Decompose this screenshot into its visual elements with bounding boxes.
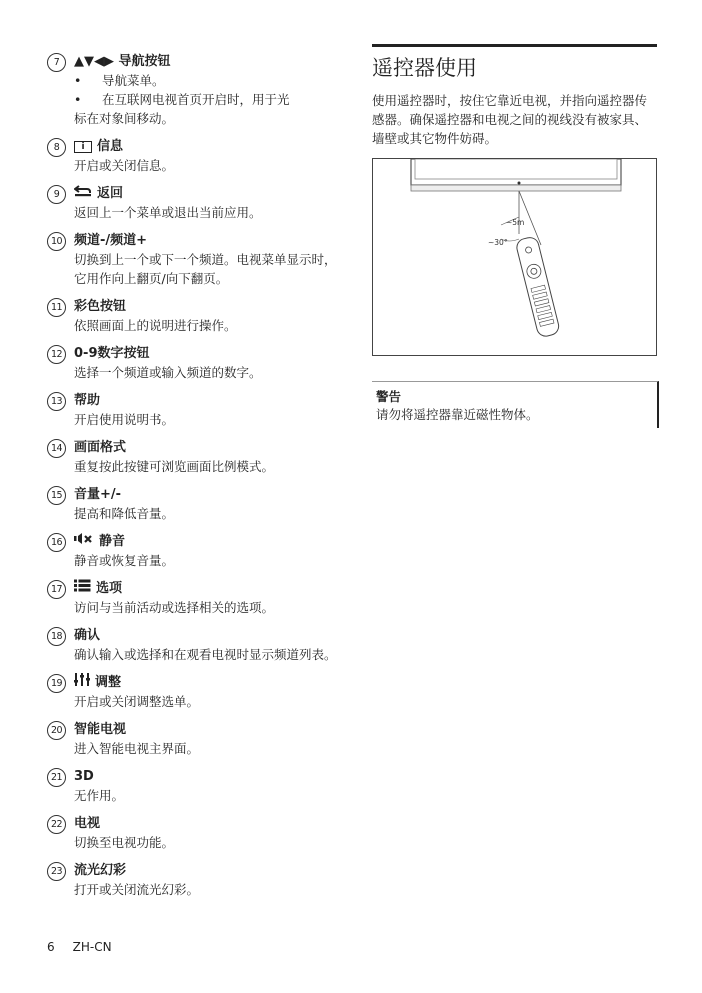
warning-title: 警告 — [376, 389, 402, 404]
item-number: 14 — [47, 439, 66, 458]
list-item — [47, 720, 347, 758]
mute-icon — [74, 532, 94, 551]
item-desc: 依照画面上的说明进行操作。 — [74, 318, 237, 333]
item-desc: 打开或关闭流光幻彩。 — [74, 882, 200, 897]
tv-screen — [415, 159, 617, 179]
item-title: 信息 — [97, 139, 124, 154]
item-number: 11 — [47, 298, 66, 317]
list-item — [47, 231, 347, 288]
item-desc: 静音或恢复音量。 — [74, 553, 175, 568]
item-desc: 提高和降低音量。 — [74, 506, 175, 521]
item-desc: 选择一个频道或输入频道的数字。 — [74, 365, 262, 380]
distance-label: ~5m — [506, 218, 525, 227]
bullet-text: 在互联网电视首页开启时，用于光 — [102, 92, 290, 107]
item-desc: 返回上一个菜单或退出当前应用。 — [74, 205, 262, 220]
item-number: 19 — [47, 674, 66, 693]
list-item — [47, 137, 347, 175]
item-title: 帮助 — [74, 393, 101, 408]
item-number: 23 — [47, 862, 66, 881]
list-item — [47, 391, 347, 429]
item-desc: 标在对象间移动。 — [74, 111, 175, 126]
item-desc: 开启或关闭调整选单。 — [74, 694, 200, 709]
item-number: 13 — [47, 392, 66, 411]
tv-remote-illustration — [373, 159, 656, 355]
back-icon — [74, 184, 92, 203]
item-number: 10 — [47, 232, 66, 251]
list-item — [47, 673, 347, 711]
list-item — [47, 485, 347, 523]
item-number: 8 — [47, 138, 66, 157]
item-number: 18 — [47, 627, 66, 646]
item-desc: 确认输入或选择和在观看电视时显示频道列表。 — [74, 647, 337, 662]
angle-label: ~30° — [488, 238, 508, 247]
item-title: 流光幻彩 — [74, 863, 127, 878]
item-number: 12 — [47, 345, 66, 364]
item-desc: 访问与当前活动或选择相关的选项。 — [74, 600, 275, 615]
item-title: 调整 — [95, 675, 122, 690]
item-desc: 切换至电视功能。 — [74, 835, 175, 850]
adjust-icon — [74, 673, 90, 692]
ir-sensor — [518, 182, 521, 185]
list-item — [47, 861, 347, 899]
item-title: 彩色按钮 — [74, 299, 127, 314]
item-title: 电视 — [74, 816, 101, 831]
list-item — [47, 344, 347, 382]
remote-diagram — [372, 158, 657, 356]
item-number: 22 — [47, 815, 66, 834]
item-title: 3D — [74, 769, 94, 784]
remote-control — [515, 236, 561, 338]
item-title: 音量+/- — [74, 487, 122, 502]
item-desc: 开启或关闭信息。 — [74, 158, 175, 173]
item-title: 画面格式 — [74, 440, 127, 455]
remote-buttons-list — [47, 52, 347, 908]
list-item — [47, 626, 347, 664]
item-title: 频道-/频道+ — [74, 233, 148, 248]
warning-text: 请勿将遥控器靠近磁性物体。 — [376, 407, 539, 422]
item-desc: 开启使用说明书。 — [74, 412, 175, 427]
item-desc: 切换到上一个或下一个频道。电视菜单显示时，它用作向上翻页/向下翻页。 — [74, 252, 337, 286]
section-title: 遥控器使用 — [372, 56, 477, 80]
item-number: 9 — [47, 185, 66, 204]
item-desc: 无作用。 — [74, 788, 125, 803]
list-item — [47, 767, 347, 805]
bullet-text: 导航菜单。 — [102, 73, 165, 88]
remote-usage-section — [372, 44, 657, 428]
list-item — [47, 438, 347, 476]
item-number: 17 — [47, 580, 66, 599]
item-title: 智能电视 — [74, 722, 127, 737]
list-icon — [74, 579, 91, 598]
item-title: 选项 — [96, 581, 123, 596]
section-text: 使用遥控器时，按住它靠近电视，并指向遥控器传感器。确保遥控器和电视之间的视线没有被家具、墙壁或其它物件妨碍。 — [372, 93, 648, 146]
list-item — [47, 579, 347, 617]
item-title: 0-9数字按钮 — [74, 346, 150, 361]
list-item — [47, 532, 347, 570]
tv-stand — [411, 185, 621, 191]
item-title: 确认 — [74, 628, 101, 643]
item-title: ▲▼◀▶ 导航按钮 — [74, 54, 171, 69]
info-icon: i — [74, 141, 92, 153]
item-title: 静音 — [99, 534, 126, 549]
list-item — [47, 814, 347, 852]
page-number: 6 — [47, 940, 55, 954]
list-item — [47, 184, 347, 222]
item-title: 返回 — [97, 186, 124, 201]
language-code: ZH-CN — [72, 940, 112, 954]
item-number: 7 — [47, 53, 66, 72]
list-item: 7 ▲▼◀▶ 导航按钮 • 导航菜单。 • 在互联网电视首页开启时，用于光 标在对象间移动。 — [47, 52, 347, 128]
item-number: 20 — [47, 721, 66, 740]
item-number: 16 — [47, 533, 66, 552]
item-desc: 进入智能电视主界面。 — [74, 741, 200, 756]
list-item — [47, 297, 347, 335]
warning-box — [372, 381, 659, 428]
item-desc: 重复按此按键可浏览画面比例模式。 — [74, 459, 275, 474]
item-number: 15 — [47, 486, 66, 505]
page-footer — [47, 940, 112, 954]
section-rule — [372, 44, 657, 47]
item-number: 21 — [47, 768, 66, 787]
